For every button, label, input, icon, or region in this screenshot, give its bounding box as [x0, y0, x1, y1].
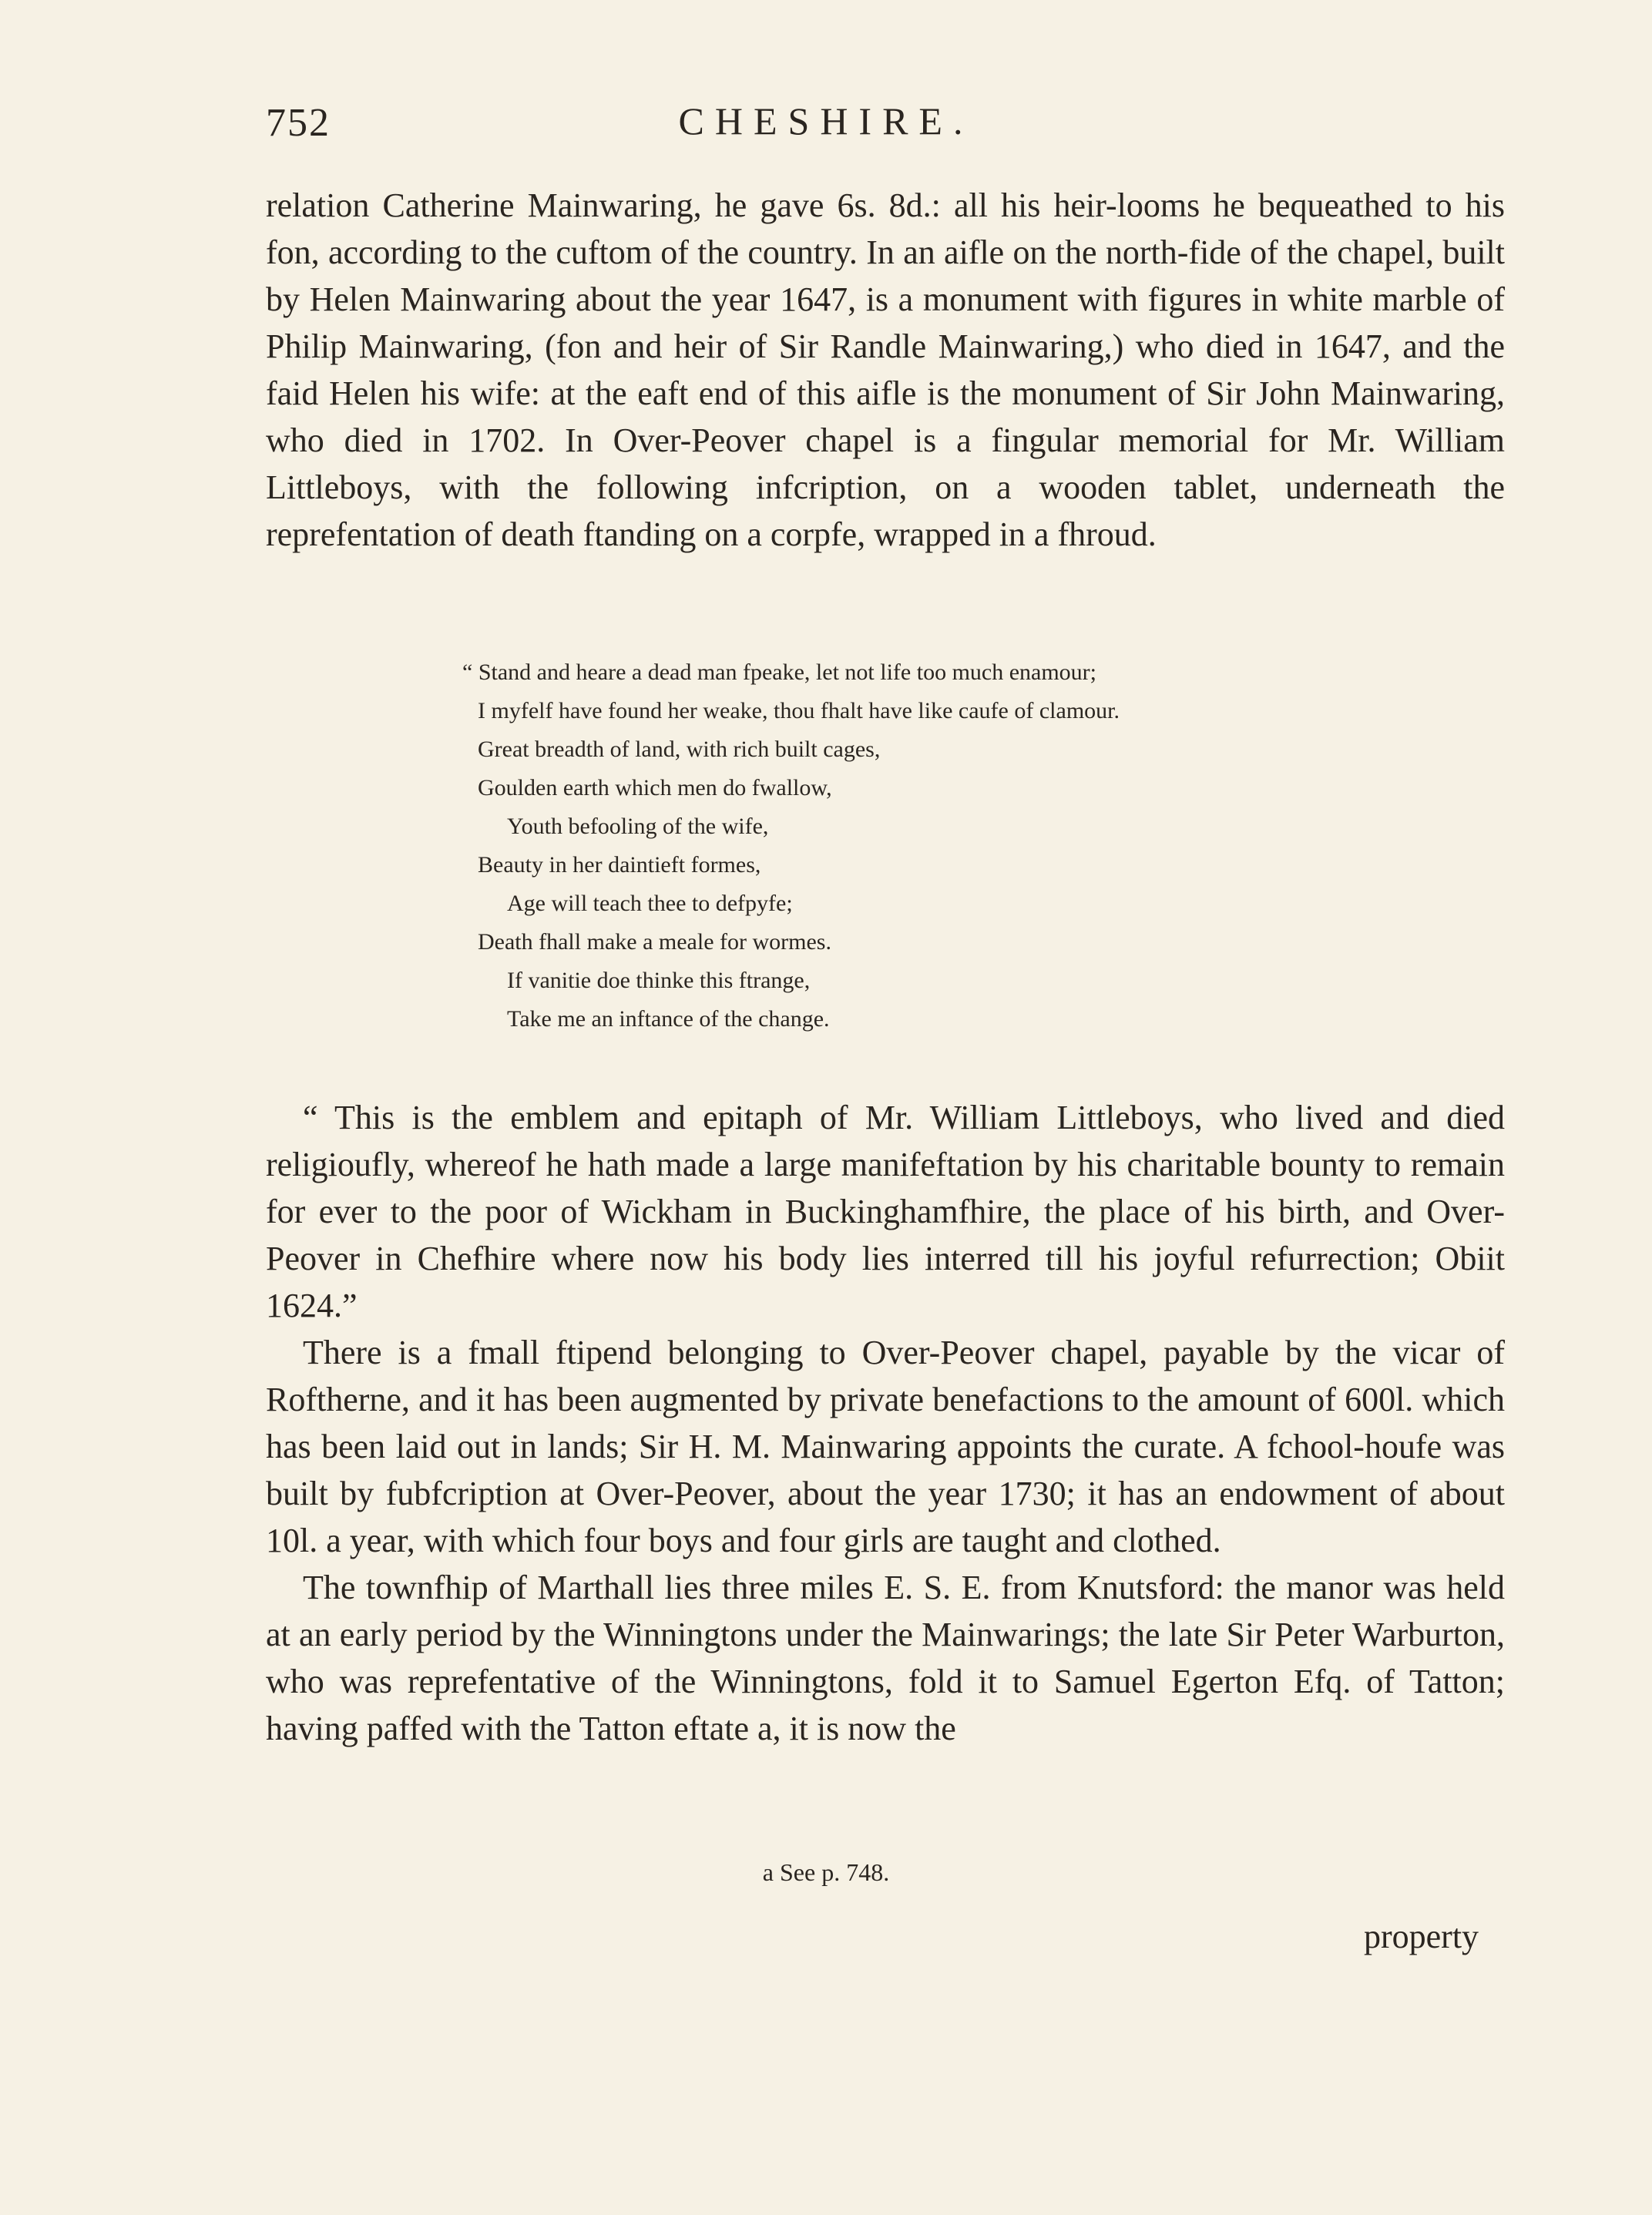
- body-text-top: [266, 182, 1505, 558]
- paragraph-3: There is a fmall ftipend belonging to Over-Peover chapel, payable by the vicar of Roftherne, and it has been augmented by private benefactions to the amount of 600l. which has been laid out in lands; Sir H. M. Mainwaring appoints the curate. A fchool-houfe was built by fubfcription at Over-Peover, about the year 1730; it has an endowment of about 10l. a year, with which four boys and four girls are taught and clothed.: [266, 1334, 1505, 1559]
- epitaph-line: Take me an inftance of the change.: [507, 1006, 830, 1032]
- footnote: a See p. 748.: [762, 1858, 890, 1886]
- page-number: 752: [266, 101, 331, 145]
- epitaph-line: Beauty in her daintieft formes,: [478, 852, 761, 878]
- epitaph-line: Age will teach thee to defpyfe;: [507, 891, 793, 916]
- paragraph-1: relation Catherine Mainwaring, he gave 6s. 8d.: all his heir-looms he bequeathed to his fon, according to the cuftom of the country. In an aifle on the north-fide of the chapel, built by Helen Mainwaring about the year 1647, is a monument with figures in white marble of Philip Mainwaring, (fon and heir of Sir Randle Mainwaring,) who died in 1647, and the faid Helen his wife: at the eaft end of this aifle is the monument of Sir John Mainwaring, who died in 1702. In Over-Peover chapel is a fingular memorial for Mr. William Littleboys, with the following infcription, on a wooden tablet, underneath the reprefentation of death ftanding on a corpfe, wrapped in a fhroud.: [266, 186, 1505, 553]
- epitaph-line: Great breadth of land, with rich built cages,: [478, 737, 881, 762]
- catchword: property: [1364, 1918, 1479, 1955]
- epitaph-line: “ Stand and heare a dead man fpeake, let not life too much enamour;: [462, 659, 1097, 685]
- body-text-bottom: [266, 1094, 1505, 1752]
- epitaph-verse: [462, 653, 1387, 1039]
- epitaph-line: Youth befooling of the wife,: [507, 814, 769, 839]
- running-head: CHESHIRE.: [678, 99, 974, 143]
- paragraph-4: The townfhip of Marthall lies three miles E. S. E. from Knutsford: the manor was held at an early period by the Winningtons under the Mainwarings; the late Sir Peter Warburton, who was reprefentative of the Winningtons, fold it to Samuel Egerton Efq. of Tatton; having paffed with the Tatton eftate a, it is now the: [266, 1569, 1505, 1747]
- epitaph-line: If vanitie doe thinke this ftrange,: [507, 968, 811, 993]
- epitaph-line: Death fhall make a meale for wormes.: [478, 929, 831, 955]
- epitaph-line: Goulden earth which men do fwallow,: [478, 775, 832, 800]
- epitaph-line: I myfelf have found her weake, thou fhalt have like caufe of clamour.: [478, 698, 1120, 723]
- paragraph-2: “ This is the emblem and epitaph of Mr. William Littleboys, who lived and died religioufly, whereof he hath made a large manifeftation by his charitable bounty to remain for ever to the poor of Wickham in Buckinghamfhire, the place of his birth, and Over-Peover in Chefhire where now his body lies interred till his joyful refurrection; Obiit 1624.”: [266, 1099, 1505, 1324]
